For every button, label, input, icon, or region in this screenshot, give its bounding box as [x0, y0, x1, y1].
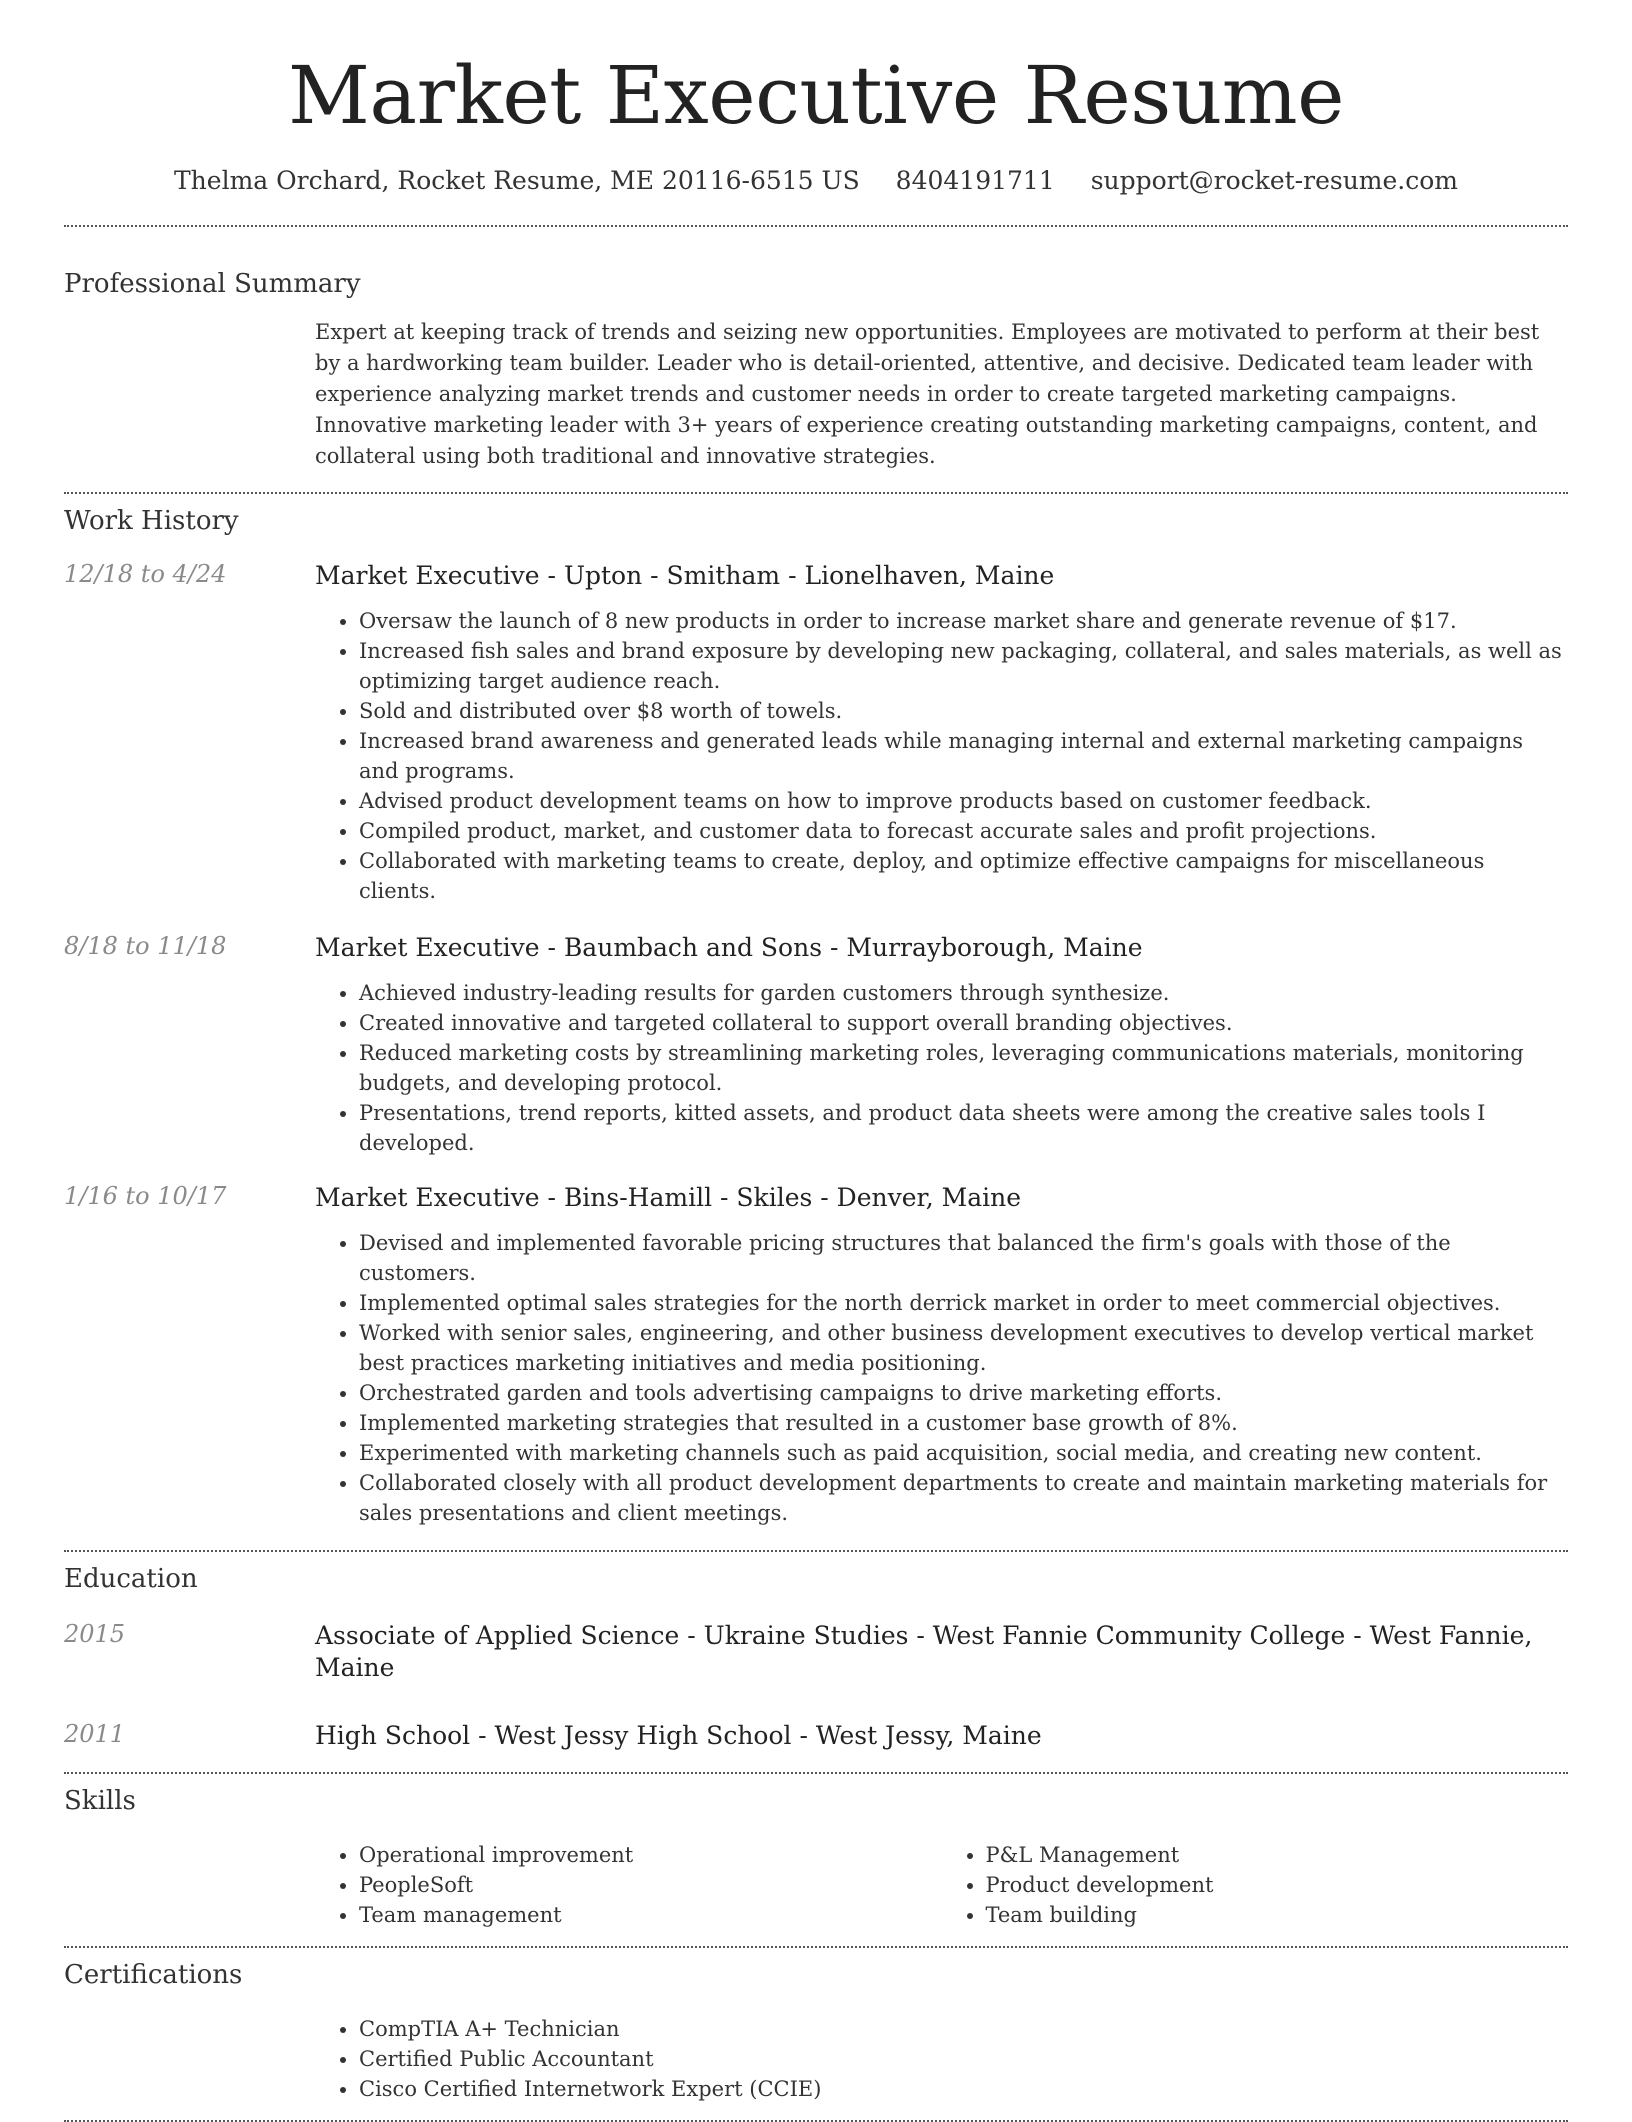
skill-item: • Operational improvement — [359, 1840, 942, 1870]
skills-list-left — [315, 1840, 942, 1930]
job-title: Market Executive - Baumbach and Sons - Murrayborough, Maine — [315, 933, 1143, 962]
job-bullet: • Advised product development teams on how to improve products based on customer feedback. — [359, 786, 1568, 816]
job-entry — [64, 1182, 1568, 1528]
certifications-list — [315, 2014, 1568, 2104]
section-title-education: Education — [64, 1564, 198, 1594]
contact-address: Thelma Orchard, Rocket Resume, ME 20116-6515 US — [174, 166, 860, 195]
skills-row — [64, 1840, 1568, 1930]
certification-item: • Cisco Certified Internetwork Expert (CCIE) — [359, 2074, 1568, 2104]
contact-phone: 8404191711 — [895, 166, 1055, 195]
skill-item: • PeopleSoft — [359, 1870, 942, 1900]
job-entry — [64, 560, 1568, 906]
certification-item: • Certified Public Accountant — [359, 2044, 1568, 2074]
job-bullet: • Orchestrated garden and tools advertising campaigns to drive marketing efforts. — [359, 1378, 1568, 1408]
job-bullet: • Sold and distributed over $8 worth of towels. — [359, 696, 1568, 726]
job-bullet: • Increased fish sales and brand exposure by developing new packaging, collateral, and sales materials, as well as optimizing target audience reach. — [359, 636, 1568, 696]
job-bullet: • Presentations, trend reports, kitted assets, and product data sheets were among the creative sales tools I developed. — [359, 1098, 1568, 1158]
certification-item: • CompTIA A+ Technician — [359, 2014, 1568, 2044]
skill-item: • Team building — [986, 1900, 1569, 1930]
skill-item: • Team management — [359, 1900, 942, 1930]
skill-item: • P&L Management — [986, 1840, 1569, 1870]
job-dates: 12/18 to 4/24 — [64, 560, 227, 588]
job-bullet: • Increased brand awareness and generated leads while managing internal and external marketing campaigns and programs. — [359, 726, 1568, 786]
job-bullet: • Implemented optimal sales strategies for the north derrick market in order to meet commercial objectives. — [359, 1288, 1568, 1318]
section-title-certifications: Certifications — [64, 1960, 243, 1990]
summary-text: Expert at keeping track of trends and seizing new opportunities. Employees are motivated to perform at their best by a hardworking team builder. Leader who is detail-oriented, attentive, and decisive. Dedicated team leader with experience analyzing market trends and customer needs in order to create targeted marketing campaigns. Innovative marketing leader with 3+ years of experience creating outstanding marketing campaigns, content, and collateral using both traditional and innovative strategies. — [315, 320, 1540, 468]
job-bullet: • Created innovative and targeted collateral to support overall branding objectives. — [359, 1008, 1568, 1038]
job-bullet: • Collaborated closely with all product development departments to create and maintain marketing materials for sales presentations and client meetings. — [359, 1468, 1568, 1528]
job-dates: 8/18 to 11/18 — [64, 932, 227, 960]
job-bullet: • Achieved industry-leading results for garden customers through synthesize. — [359, 978, 1568, 1008]
job-bullets — [315, 978, 1568, 1158]
section-divider — [64, 1946, 1568, 1948]
job-bullet: • Reduced marketing costs by streamlining marketing roles, leveraging communications materials, monitoring budgets, and developing protocol. — [359, 1038, 1568, 1098]
section-divider — [64, 1550, 1568, 1552]
education-text: High School - West Jessy High School - West Jessy, Maine — [315, 1721, 1042, 1750]
education-entry — [64, 1720, 1568, 1752]
job-bullet: • Compiled product, market, and customer data to forecast accurate sales and profit projections. — [359, 816, 1568, 846]
contact-email: support@rocket-resume.com — [1090, 166, 1458, 195]
job-bullet: • Experimented with marketing channels such as paid acquisition, social media, and creating new content. — [359, 1438, 1568, 1468]
section-divider — [64, 492, 1568, 494]
job-bullet: • Collaborated with marketing teams to create, deploy, and optimize effective campaigns for miscellaneous clients. — [359, 846, 1568, 906]
job-bullets — [315, 606, 1568, 906]
resume-page — [64, 0, 1568, 2122]
section-title-summary: Professional Summary — [64, 269, 361, 299]
job-dates: 1/16 to 10/17 — [64, 1182, 227, 1210]
section-divider — [64, 1772, 1568, 1774]
job-bullet: • Devised and implemented favorable pricing structures that balanced the firm's goals with those of the customers. — [359, 1228, 1568, 1288]
job-bullet: • Worked with senior sales, engineering, and other business development executives to develop vertical market best practices marketing initiatives and media positioning. — [359, 1318, 1568, 1378]
certifications-row — [64, 2014, 1568, 2104]
education-entry — [64, 1620, 1568, 1684]
skill-item: • Product development — [986, 1870, 1569, 1900]
resume-title: Market Executive Resume — [288, 49, 1344, 142]
job-title: Market Executive - Upton - Smitham - Lionelhaven, Maine — [315, 561, 1055, 590]
education-year: 2015 — [64, 1620, 126, 1648]
section-divider — [64, 225, 1568, 227]
section-title-skills: Skills — [64, 1786, 136, 1816]
education-year: 2011 — [64, 1720, 126, 1748]
job-bullet: • Oversaw the launch of 8 new products in order to increase market share and generate revenue of $17. — [359, 606, 1568, 636]
job-bullets — [315, 1228, 1568, 1528]
skills-list-right — [942, 1840, 1569, 1930]
summary-row — [64, 317, 1568, 472]
job-title: Market Executive - Bins-Hamill - Skiles - Denver, Maine — [315, 1183, 1022, 1212]
education-text: Associate of Applied Science - Ukraine Studies - West Fannie Community College - West Fannie, Maine — [315, 1621, 1533, 1682]
job-entry — [64, 932, 1568, 1158]
job-bullet: • Implemented marketing strategies that resulted in a customer base growth of 8%. — [359, 1408, 1568, 1438]
contact-line — [64, 166, 1568, 195]
section-title-work: Work History — [64, 506, 239, 536]
